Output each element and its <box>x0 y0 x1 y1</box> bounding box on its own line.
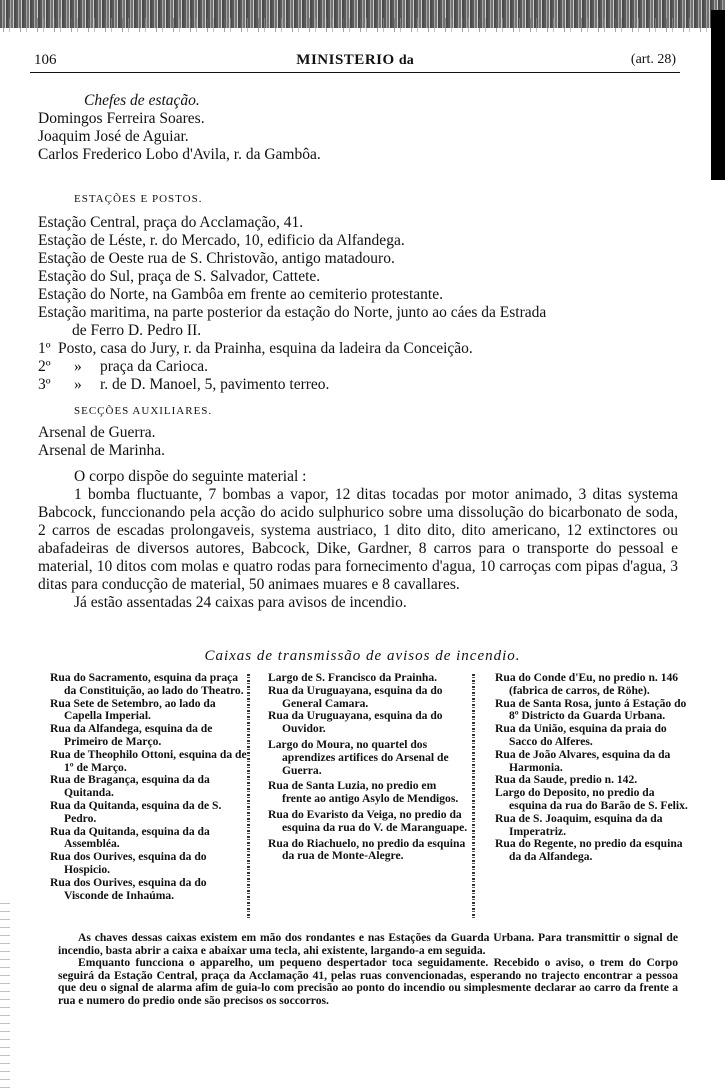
posto-text: Posto, casa do Jury, r. da Prainha, esquina da ladeira da Conceição. <box>58 340 473 357</box>
caixa-location: Rua da Alfandega, esquina da de Primeiro de Março. <box>50 722 213 748</box>
column-divider <box>472 674 475 918</box>
chefe-name: Carlos Frederico Lobo d'Avila, r. da Gambôa. <box>38 146 321 163</box>
posto-line <box>38 358 678 376</box>
caixa-location: Rua dos Ourives, esquina da do Hospicio. <box>50 850 207 876</box>
ditto-mark: » <box>74 358 82 375</box>
estacao-line: Estação Central, praça do Acclamação, 41. <box>38 214 304 231</box>
chefe-name: Domingos Ferreira Soares. <box>38 110 205 127</box>
estacoes-section <box>38 190 678 394</box>
footer-paragraph-keys: As chaves dessas caixas existem em mão dos rondantes e nas Estações da Guarda Urbana. Para transmittir o signal de incendio, basta abrir a caixa e abaixar uma tecla, ahi existente, largando-a em seguida. <box>58 931 678 957</box>
material-closing: Já estão assentadas 24 caixas para avisos de incendio. <box>74 594 407 611</box>
scan-edge-left <box>0 900 10 1088</box>
caixa-location: Rua de Santa Rosa, junto á Estação do 8º Districto da Guarda Urbana. <box>495 696 687 723</box>
running-title-suffix: da <box>398 53 414 68</box>
caixa-location: Largo do Moura, no quartel dos aprendizes artifices do Arsenal de Guerra. <box>268 737 449 777</box>
caixas-column-1 <box>50 672 250 902</box>
estacoes-heading: ESTAÇÕES E POSTOS. <box>74 193 203 205</box>
posto-line <box>38 376 678 394</box>
caixa-location: Rua da Quitanda, esquina da de S. Pedro. <box>50 798 222 825</box>
page-header <box>30 50 680 73</box>
chefe-name: Joaquim José de Aguiar. <box>38 128 189 145</box>
caixa-location: Rua Sete de Setembro, ao lado da Capella Imperial. <box>50 696 216 723</box>
posto-number: 2º <box>38 358 51 375</box>
caixa-location: Rua da Uruguayana, esquina da do General Camara. <box>268 683 443 710</box>
page-number: 106 <box>34 52 57 68</box>
posto-number: 1º <box>38 340 51 357</box>
caixa-location: Rua do Evaristo da Veiga, no predio da esquina da rua do V. de Maranguape. <box>268 807 468 834</box>
caixa-location: Rua do Regente, no predio da esquina da da Alfandega. <box>495 837 683 864</box>
caixa-location: Rua de Theophilo Ottoni, esquina da de 1º de Março. <box>50 747 247 774</box>
caixa-location: Rua do Sacramento, esquina da praça da Constituição, ao lado do Theatro. <box>50 671 244 697</box>
caixa-location: Rua de Santa Luzia, no predio em frente ao antigo Asylo de Mendigos. <box>268 779 459 806</box>
chefes-section <box>38 92 678 164</box>
caixa-location: Rua da Saude, predio n. 142. <box>495 773 638 787</box>
caixa-location: Rua de S. Joaquim, esquina da da Imperatriz. <box>495 811 663 838</box>
caixa-location: Largo do Deposito, no predio da esquina da rua do Barão de S. Felix. <box>495 786 688 812</box>
estacao-line: de Ferro D. Pedro II. <box>72 322 202 339</box>
posto-text: praça da Carioca. <box>100 358 209 375</box>
seccao-line: Arsenal de Guerra. <box>38 424 156 441</box>
caixas-column-3 <box>495 672 695 864</box>
estacao-line: Estação do Norte, na Gambôa em frente ao cemiterio protestante. <box>38 286 443 303</box>
material-intro: O corpo dispõe do seguinte material : <box>74 468 307 485</box>
caixas-title: Caixas de transmissão de avisos de incendio. <box>204 648 521 664</box>
estacao-line: Estação de Léste, r. do Mercado, 10, edificio da Alfandega. <box>38 232 405 249</box>
scan-noise-top-fade <box>0 18 725 32</box>
material-section <box>38 468 678 612</box>
posto-number: 3º <box>38 376 51 393</box>
seccoes-section <box>38 402 678 460</box>
caixa-location: Rua da União, esquina da praia do Sacco do Alferes. <box>495 722 667 748</box>
caixa-location: Rua de João Alvares, esquina da da Harmonia. <box>495 747 671 774</box>
chefes-heading: Chefes de estação. <box>84 92 200 109</box>
scan-edge-right <box>711 10 725 180</box>
footer-notes <box>58 932 678 1008</box>
caixa-location: Rua do Riachuelo, no predio da esquina da rua de Monte-Alegre. <box>268 836 466 863</box>
seccao-line: Arsenal de Marinha. <box>38 442 165 459</box>
caixa-location: Rua do Conde d'Eu, no predio n. 146 (fabrica de carros, de Röhe). <box>495 671 679 697</box>
ditto-mark: » <box>74 376 82 393</box>
running-title-main: MINISTERIO <box>296 52 395 68</box>
article-reference: (art. 28) <box>630 52 676 67</box>
caixa-location: Largo de S. Francisco da Prainha. <box>268 671 438 684</box>
posto-text: r. de D. Manoel, 5, pavimento terreo. <box>100 376 330 393</box>
caixa-location: Rua da Uruguayana, esquina da do Ouvidor. <box>268 709 443 736</box>
caixas-column-2 <box>268 672 468 863</box>
posto-line <box>38 340 678 358</box>
caixa-location: Rua de Bragança, esquina da da Quitanda. <box>50 773 210 800</box>
running-title <box>30 52 680 69</box>
seccoes-heading: SECÇÕES AUXILIARES. <box>74 405 213 417</box>
caixa-location: Rua dos Ourives, esquina da do Visconde de Inhaúma. <box>50 875 207 902</box>
estacao-line: Estação de Oeste rua de S. Christovão, antigo matadouro. <box>38 250 395 267</box>
estacao-line: Estação maritima, na parte posterior da estação do Norte, junto ao cáes da Estrada <box>38 304 547 321</box>
caixa-location: Rua da Quitanda, esquina da da Assembléa. <box>50 824 210 851</box>
material-body: 1 bomba fluctuante, 7 bombas a vapor, 12 ditas tocadas por motor animado, 3 ditas systema Babcock, funccionando pela acção do acido sulphurico sobre uma dissolução do bicarbonato de soda, 2 carros de escadas prolongaveis, systema austriaco, 1 dito dito, dito americano, 12 extinctores ou abafadeiras de diversos autores, Babcock, Dike, Gardner, 8 carros para o transporte do pessoal e material, 10 ditos com molas e quatro rodas para fornecimento d'agua, 10 carroças com pipas d'agua, 3 ditas para conducção de material, 50 animaes muares e 8 cavallares. <box>38 486 678 593</box>
footer-paragraph-procedure: Emquanto funcciona o apparelho, um pequeno despertador toca seguidamente. Recebido o aviso, o trem do Corpo seguirá da Estação Central, praça da Acclamação 41, pelas ruas convencionadas, esperando no trajecto encontrar a pessoa que deu o signal de alarma afim de guia-lo com precisão ao ponto do incendio ou simplesmente declarar ao carro da frente a rua e numero do predio onde são precisos os soccorros. <box>58 956 678 1007</box>
estacao-line: Estação do Sul, praça de S. Salvador, Cattete. <box>38 268 321 285</box>
caixas-columns <box>40 672 690 922</box>
